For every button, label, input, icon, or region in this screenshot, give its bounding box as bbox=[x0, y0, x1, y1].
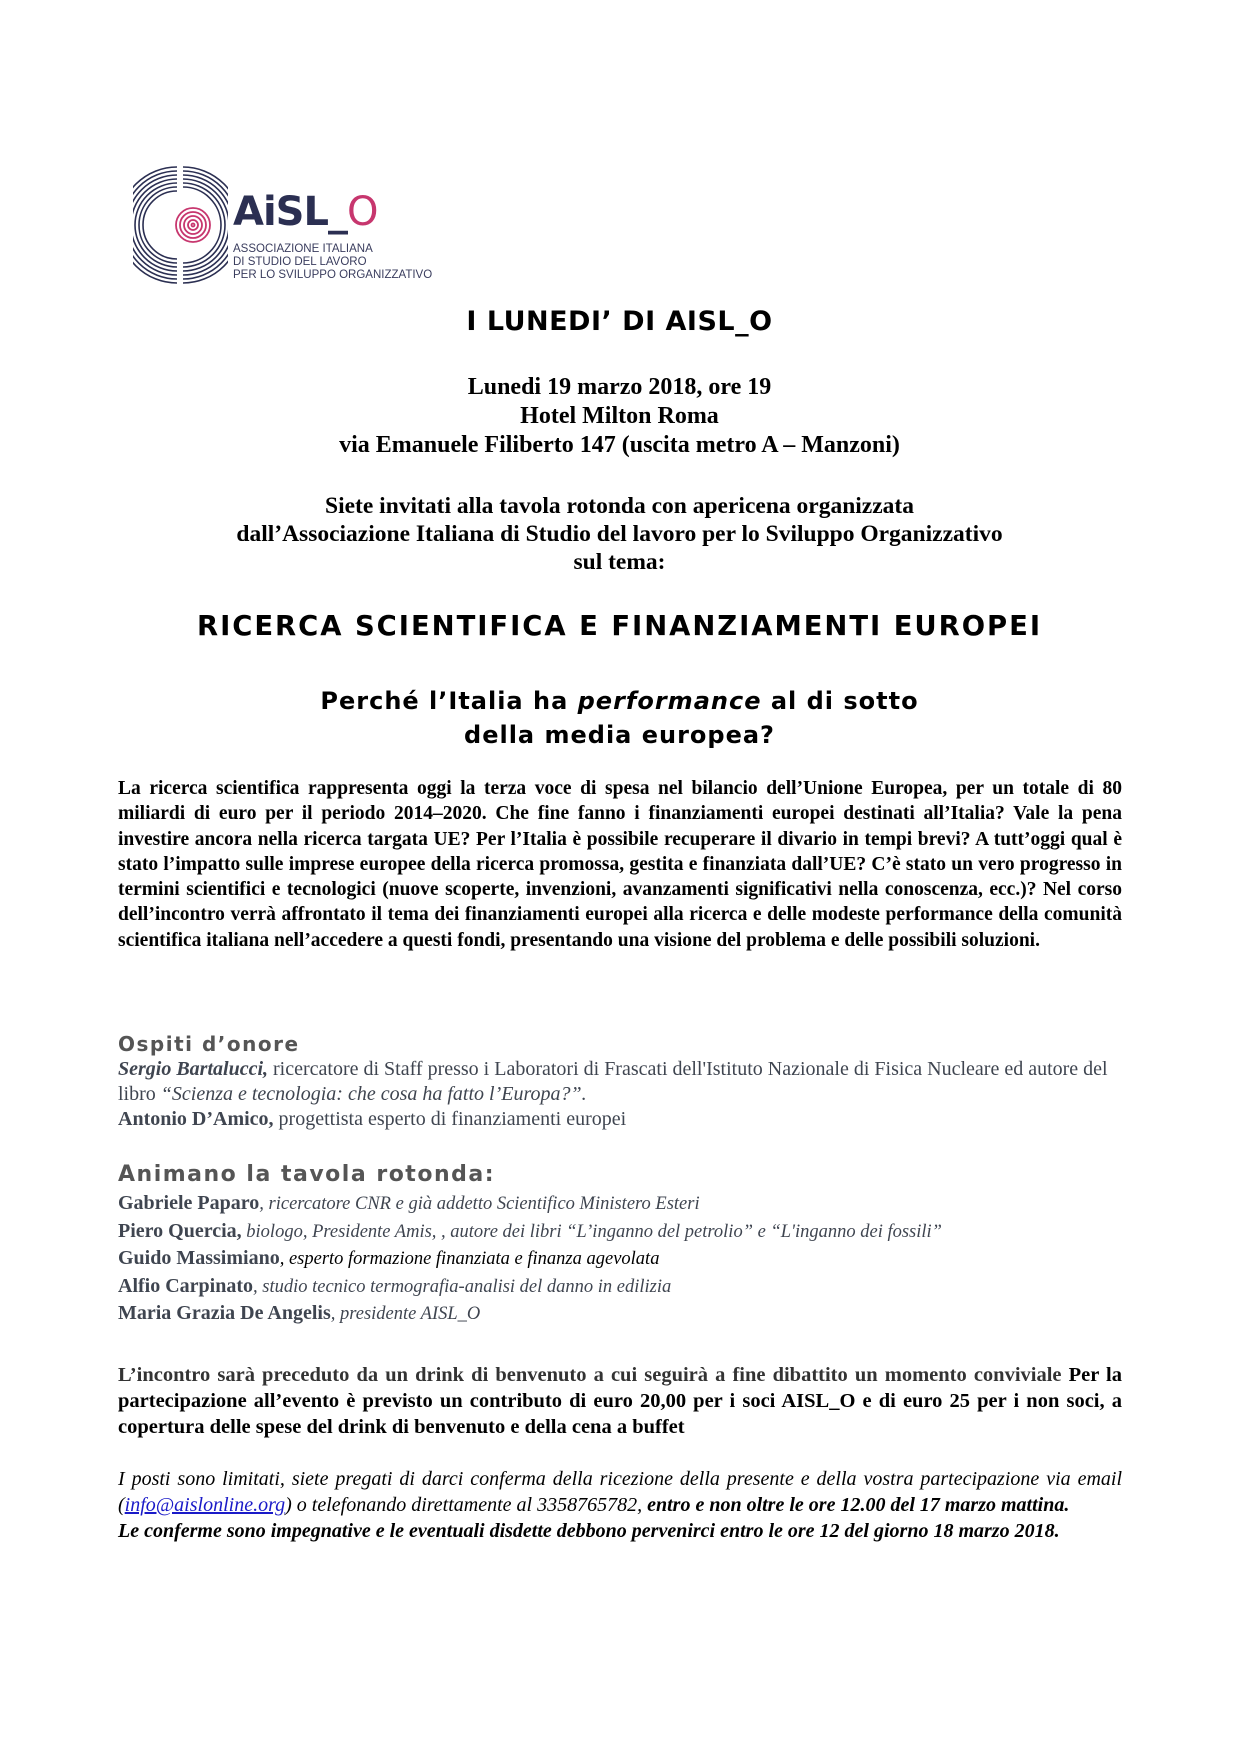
event-address: via Emanuele Filiberto 147 (uscita metro A – Manzoni) bbox=[339, 432, 900, 458]
event-venue: Hotel Milton Roma bbox=[520, 403, 719, 429]
panel-item: Guido Massimiano, esperto formazione finanziata e finanza agevolata bbox=[118, 1247, 660, 1269]
event-details bbox=[0, 373, 1239, 460]
email-link[interactable]: info@aislonline.org bbox=[124, 1494, 286, 1516]
guest-item: Antonio D’Amico, progettista esperto di finanziamenti europei bbox=[118, 1108, 627, 1130]
aislo-logo bbox=[133, 163, 433, 293]
event-date: Lunedi 19 marzo 2018, ore 19 bbox=[467, 374, 772, 400]
panel-item: Alfio Carpinato, studio tecnico termografia-analisi del danno in edilizia bbox=[118, 1274, 672, 1297]
panel-heading: Animano la tavola rotonda: bbox=[118, 1162, 495, 1187]
intro-paragraph: La ricerca scientifica rappresenta oggi la terza voce di spesa nel bilancio dell’Unione Europea, per un totale di 80 miliardi di euro per il periodo 2014–2020. Che fine fanno i finanziamenti europei destinati all’Italia? Vale la pena investire ancora nella ricerca targata UE? Per l’Italia è possibile recuperare il divario in tempi brevi? A tutt’oggi qual è stato l’impatto sulle imprese europee della ricerca promossa, gestita e finanziata dall’UE? C’è stato un vero progresso in termini scientifici e tecnologici (nuove scoperte, invenzioni, avanzamenti significativi nella conoscenza, ecc.)? Nel corso dell’incontro verrà affrontato il tema dei finanziamenti europei alla ricerca e delle modeste performance della comunità scientifica italiana nell’accedere a questi fondi, presentando una visione del problema e delle possibili soluzioni. bbox=[118, 778, 1122, 951]
panel-list bbox=[118, 1190, 1128, 1328]
guest-item: Sergio Bartalucci, ricercatore di Staff presso i Laboratori di Frascati dell'Istituto Nazionale di Fisica Nucleare ed autore del libro “Scienza e tecnologia: che cosa ha fatto l’Europa?”. bbox=[118, 1058, 1108, 1105]
invitation-text bbox=[0, 492, 1239, 576]
event-notes: L’incontro sarà preceduto da un drink di benvenuto a cui seguirà a fine dibattito un momento conviviale Per la partecipazione all’evento è previsto un contributo di euro 20,00 per i soci AISL_O e di euro 25 per i non soci, a copertura delle spese del drink di benvenuto e della cena a buffet bbox=[118, 1364, 1123, 1438]
panel-item: Maria Grazia De Angelis, presidente AISL_O bbox=[118, 1302, 481, 1324]
theme-title: RICERCA SCIENTIFICA E FINANZIAMENTI EUROPEI bbox=[196, 609, 1042, 642]
panel-item: Gabriele Paparo, ricercatore CNR e già addetto Scientifico Ministero Esteri bbox=[118, 1192, 700, 1214]
invitation-line: dall’Associazione Italiana di Studio del lavoro per lo Sviluppo Organizzativo bbox=[236, 521, 1003, 547]
logo-subtitle: ASSOCIAZIONE ITALIANA DI STUDIO DEL LAVORO PER LO SVILUPPO ORGANIZZATIVO bbox=[233, 243, 433, 281]
invitation-line: sul tema: bbox=[573, 549, 666, 575]
cancellation-note: Le conferme sono impegnative e le eventuali disdette debbono pervenirci entro le ore 12 del giorno 18 marzo 2018. bbox=[118, 1520, 1060, 1542]
confirmation-notes: I posti sono limitati, siete pregati di darci conferma della ricezione della presente e della vostra partecipazione via email (info@aislonline.org) o telefonando direttamente al 3358765782, entro e non oltre le ore 12.00 del 17 marzo mattina. Le conferme sono impegnative e le eventuali disdette debbono pervenirci entro le ore 12 del giorno 18 marzo 2018. bbox=[118, 1468, 1122, 1542]
theme-question: Perché l’Italia ha performance al di sotto della media europea? bbox=[320, 687, 919, 749]
guests-heading: Ospiti d’onore bbox=[118, 1032, 300, 1056]
panel-item: Piero Quercia, biologo, Presidente Amis, , autore dei libri “L’inganno del petrolio” e “L'inganno dei fossili” bbox=[118, 1219, 942, 1242]
logo-wordmark: AiSL_O bbox=[233, 189, 378, 235]
guests-list bbox=[118, 1057, 1128, 1132]
concentric-rings-icon bbox=[133, 163, 228, 288]
invitation-line: Siete invitati alla tavola rotonda con apericena organizzata bbox=[325, 493, 914, 519]
page-title: I LUNEDI’ DI AISL_O bbox=[466, 306, 773, 337]
